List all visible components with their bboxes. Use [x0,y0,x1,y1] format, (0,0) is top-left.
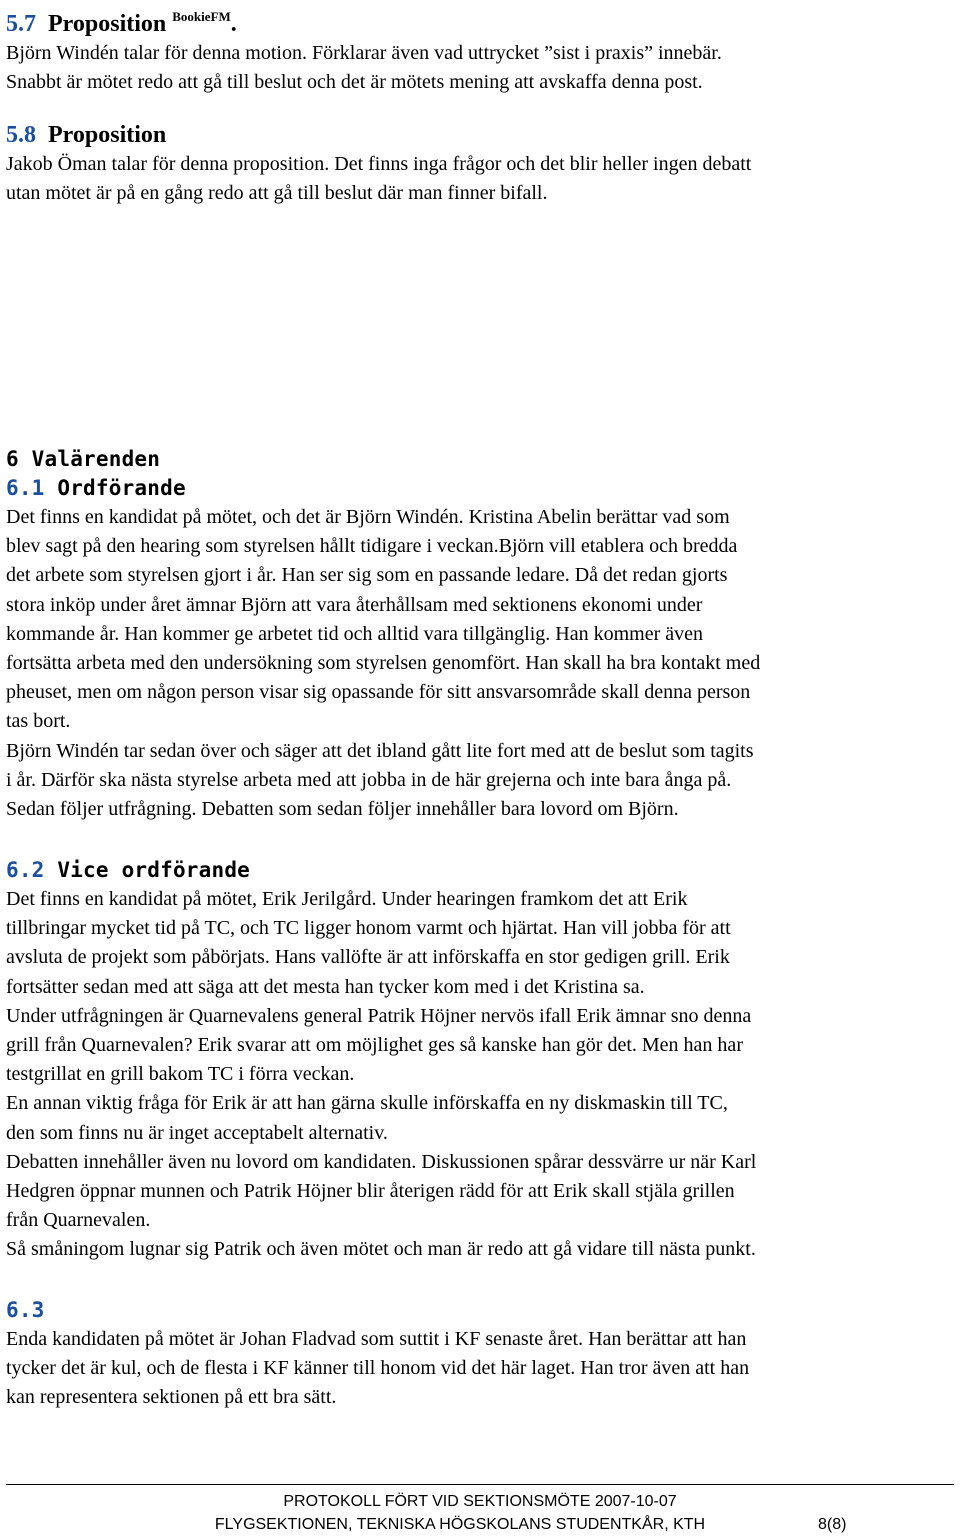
section-number: 6.1 [6,476,45,500]
paragraph-line: tillbringar mycket tid på TC, och TC ligger honom varmt och hjärtat. Han vill jobba för att [6,917,731,940]
paragraph-line: Sedan följer utfrågning. Debatten som sedan följer innehåller bara lovord om Björn. [6,798,679,821]
heading-period: . [230,11,237,37]
section-number: 6.3 [6,1298,45,1322]
section-5-7 [6,2,954,97]
paragraph-line: pheuset, men om någon person visar sig opassande för sitt ansvarsområde skall denna person [6,681,751,704]
section-6-2-heading [6,856,954,885]
section-title: Vice ordförande [57,858,251,882]
paragraph-line: blev sagt på den hearing som styrelsen hållt tidigare i veckan.Björn vill etablera och bredda [6,535,738,558]
paragraph-line: det arbete som styrelsen gjort i år. Han ser sig som en passande ledare. Då det redan gjorts [6,564,728,587]
paragraph-line: kan representera sektionen på ett bra sätt. [6,1386,337,1409]
paragraph-line: Hedgren öppnar munnen och Patrik Höjner blir återigen rädd för att Erik skall stjäla grillen [6,1180,735,1203]
section-number: 5.8 [6,122,36,148]
paragraph-line: Under utfrågningen är Quarnevalens general Patrik Höjner nervös ifall Erik ämnar sno denna [6,1004,752,1027]
section-6 [6,445,954,824]
paragraph-line: En annan viktig fråga för Erik är att han gärna skulle införskaffa en ny diskmaskin till TC, [6,1092,728,1115]
paragraph-line: från Quarnevalen. [6,1209,151,1232]
paragraph-line: fortsätta arbeta med den undersökning som styrelsen genomfört. Han skall ha bra kontakt med [6,652,761,675]
section-title: Ordförande [57,476,186,500]
paragraph-line: Enda kandidaten på mötet är Johan Fladvad som suttit i KF senaste året. Han berättar att han [6,1328,747,1350]
paragraph-line: den som finns nu är inget acceptabelt alternativ. [6,1121,388,1144]
section-5-8-heading [6,120,954,150]
section-superscript: BookieFM [172,9,231,24]
section-title: Proposition [48,122,167,148]
section-6-1-heading [6,474,954,503]
footer-divider [6,1484,954,1485]
footer-title: PROTOKOLL FÖRT VID SEKTIONSMÖTE 2007-10-07 [283,1493,677,1510]
section-number: 5.7 [6,11,36,37]
section-number: 6.2 [6,858,45,882]
page-number: 8(8) [818,1516,847,1533]
paragraph-line: Så småningom lugnar sig Patrik och även mötet och man är redo att gå vidare till nästa punkt. [6,1238,756,1261]
section-6-2 [6,856,954,1265]
section-title: Proposition [48,11,167,37]
paragraph-line: grill från Quarnevalen? Erik svarar att om möjlighet ges så kanske han gör det. Men han har [6,1034,743,1057]
paragraph-line: utan mötet är på en gång redo att gå till beslut där man finner bifall. [6,182,548,205]
paragraph-line: tas bort. [6,710,71,733]
footer-organization: FLYGSEKTIONEN, TEKNISKA HÖGSKOLANS STUDENTKÅR, KTH [214,1516,706,1533]
paragraph-line: Det finns en kandidat på mötet, Erik Jerilgård. Under hearingen framkom det att Erik [6,888,688,910]
section-6-3-heading [6,1296,954,1325]
paragraph-line: Jakob Öman talar för denna proposition. Det finns inga frågor och det blir heller ingen debatt [6,153,752,175]
paragraph-line: testgrillat en grill bakom TC i förra veckan. [6,1063,355,1086]
paragraph-line: kommande år. Han kommer ge arbetet tid och alltid vara tillgänglig. Han kommer även [6,622,704,645]
paragraph-line: Björn Windén talar för denna motion. Förklarar även vad uttrycket ”sist i praxis” innebär. [6,42,722,64]
paragraph-line: Det finns en kandidat på mötet, och det är Björn Windén. Kristina Abelin berättar vad som [6,506,730,528]
paragraph-line: avsluta de projekt som påbörjats. Hans vallöfte är att införskaffa en stor gedigen grill. Erik [6,946,730,969]
section-5-7-heading [6,2,954,39]
paragraph-line: i år. Därför ska nästa styrelse arbeta med att jobba in de här grejerna och inte bara ånga på. [6,768,732,791]
paragraph-line: Snabbt är mötet redo att gå till beslut och det är mötets mening att avskaffa denna post. [6,71,703,94]
paragraph-line: fortsätter sedan med att säga att det mesta han tycker kom med i det Kristina sa. [6,975,645,998]
chapter-heading: 6 Valärenden [6,447,161,471]
section-5-8 [6,120,954,208]
section-6-3 [6,1296,954,1413]
paragraph-line: Björn Windén tar sedan över och säger att det ibland gått lite fort med att de beslut som tagits [6,739,754,762]
paragraph-line: stora inköp under året ämnar Björn att vara återhållsam med sektionens ekonomi under [6,593,703,616]
paragraph-line: Debatten innehåller även nu lovord om kandidaten. Diskussionen spårar dessvärre ur när Karl [6,1150,757,1173]
paragraph-line: tycker det är kul, och de flesta i KF känner till honom vid det här laget. Han tror även att han [6,1357,750,1380]
